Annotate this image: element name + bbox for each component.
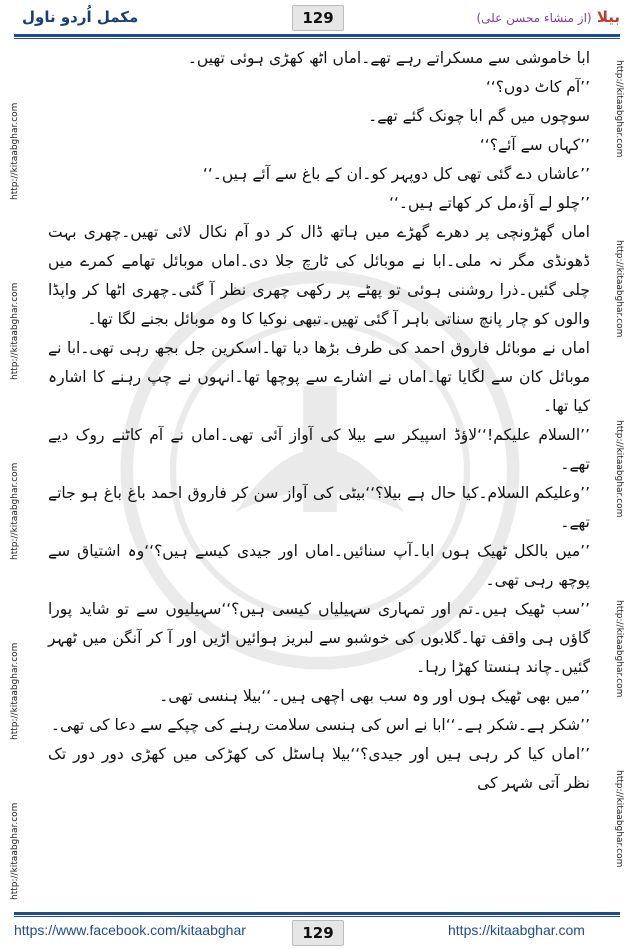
paragraph: ’’السلام علیکم!‘‘لاؤڈ اسپیکر سے بیلا کی آواز آئی تھی۔اماں نے آم کاٹنے روک دیے تھے۔ — [48, 426, 590, 473]
paragraph: ’’شکر ہے۔شکر ہے۔‘‘ابا نے اس کی ہنسی سلامت رہنے کی چپکے سے دعا کی تھی۔ — [50, 716, 590, 734]
side-url-left[interactable]: http://kitaabghar.com — [10, 642, 20, 740]
site-tag: مکمل اُردو ناول — [22, 8, 139, 26]
side-url-left[interactable]: http://kitaabghar.com — [10, 462, 20, 560]
side-url-left[interactable]: http://kitaabghar.com — [10, 282, 20, 380]
paragraph: ’’آم کاٹ دوں؟‘‘ — [485, 78, 590, 96]
side-url-right[interactable]: http://kitaabghar.com — [614, 770, 624, 868]
paragraph: ’’کہاں سے آئے؟‘‘ — [479, 136, 590, 154]
story-text — [48, 44, 590, 900]
site-link[interactable]: https://kitaabghar.com — [448, 922, 585, 938]
side-url-right[interactable]: http://kitaabghar.com — [614, 420, 624, 518]
paragraph: سوچوں میں گم ابا چونک گئے تھے۔ — [368, 107, 590, 125]
paragraph: ’’سب ٹھیک ہیں۔تم اور تمہاری سہیلیاں کیسی ہیں؟‘‘سہیلیوں سے تو شاید پورا گاؤں ہی واقف تھا۔گلابوں کی خوشبو سے لبریز ہوائیں اڑیں اور آ کر آنگن میں ٹھہر گئیں۔چاند ہنستا کھڑا رہا۔ — [48, 600, 590, 676]
paragraph: ’’عاشاں دے گئی تھی کل دوپہر کو۔ان کے باغ سے آئے ہیں۔‘‘ — [202, 165, 590, 183]
paragraph: ’’میں بھی ٹھیک ہوں اور وہ سب بھی اچھی ہیں۔‘‘بیلا ہنسی تھی۔ — [159, 687, 590, 705]
footer-page-number: 129 — [292, 920, 344, 946]
author-credit: (از منشاء محسن علی) — [476, 11, 592, 25]
header-rule — [14, 34, 620, 37]
side-url-left[interactable]: http://kitaabghar.com — [10, 102, 20, 200]
novel-title-text: بیلا — [596, 8, 620, 26]
paragraph: ’’میں بالکل ٹھیک ہوں ابا۔آپ سنائیں۔اماں اور جیدی کیسے ہیں؟‘‘وہ اشتیاق سے پوچھ رہی تھی۔ — [48, 542, 590, 589]
side-url-right[interactable]: http://kitaabghar.com — [614, 600, 624, 698]
header-page-number: 129 — [292, 5, 344, 31]
facebook-link[interactable]: https://www.facebook.com/kitaabghar — [14, 922, 246, 938]
header-rule-thin — [14, 38, 620, 39]
paragraph: ’’وعلیکم السلام۔کیا حال ہے بیلا؟‘‘بیٹی کی آواز سن کر فاروق احمد باغ باغ ہو جاتے تھے۔ — [48, 484, 590, 531]
footer-rule — [14, 912, 620, 915]
paragraph: ’’چلو لے آؤ،مل کر کھاتے ہیں۔‘‘ — [389, 194, 590, 212]
footer-rule-thin — [14, 916, 620, 917]
side-url-right[interactable]: http://kitaabghar.com — [614, 60, 624, 158]
paragraph: اماں نے موبائل فاروق احمد کی طرف بڑھا دیا تھا۔اسکرین جل بجھ رہی تھی۔ابا نے موبائل کان سے لگایا تھا۔اماں نے اشارے سے پوچھا تھا۔انہوں نے چپ رہنے کا اشارہ کیا تھا۔ — [48, 339, 590, 415]
novel-title — [476, 8, 620, 26]
paragraph: اماں گھڑونچی پر دھرے گھڑے میں ہاتھ ڈال کر دو آم نکال لائی تھیں۔چھری بہت ڈھونڈی مگر نہ ملی۔ابا نے موبائل کی ٹارچ جلا دی۔اماں موبائل تھامے کمرے میں چلی گئیں۔ذرا روشنی ہوئی تو پھٹے پر رکھی چھری نظر آ گئی۔چھری اٹھا کر واپڈا والوں کو چار پانچ سناتی باہر آ گئی تھیں۔تبھی نوکیا کا وہ موبائل بجنے لگا تھا۔ — [48, 223, 590, 328]
side-url-left[interactable]: http://kitaabghar.com — [10, 802, 20, 900]
side-url-right[interactable]: http://kitaabghar.com — [614, 240, 624, 338]
paragraph: ابا خاموشی سے مسکراتے رہے تھے۔اماں اٹھ کھڑی ہوئی تھیں۔ — [187, 49, 590, 67]
paragraph: ’’اماں کیا کر رہی ہیں اور جیدی؟‘‘بیلا ہاسٹل کی کھڑکی میں کھڑی دور دور تک نظر آتی شہر کی — [48, 745, 590, 792]
